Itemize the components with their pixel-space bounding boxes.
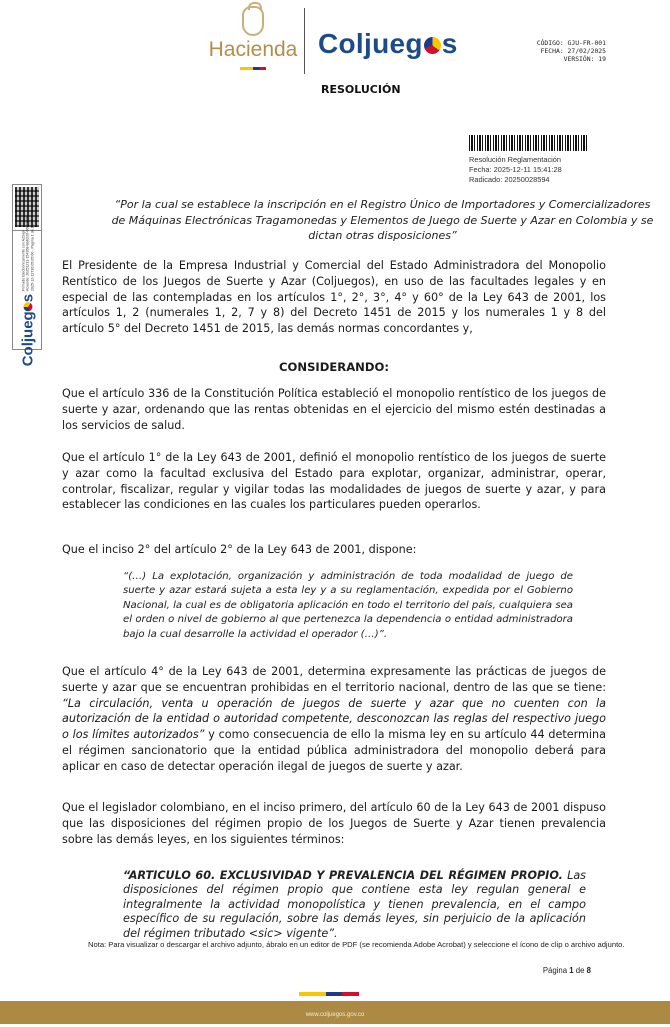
footer-flag-stripe — [299, 992, 359, 996]
page-of: de — [575, 966, 585, 975]
coljuegos-o-mark-icon — [424, 37, 441, 54]
document-control-info — [537, 40, 606, 63]
p4-intro: Que el artículo 4° de la Ley 643 de 2001, determina expresamente las prácticas de juegos de suerte y azar que se encuentran prohibidas en el territorio nacional, dentro de las que se tiene: — [62, 665, 606, 694]
page-number — [543, 966, 591, 975]
doc-code: CÓDIGO: GJU-FR-001 — [536, 39, 606, 47]
footer-band — [0, 1001, 670, 1024]
considerando-heading: CONSIDERANDO: — [279, 360, 389, 374]
electronic-signature-stamp — [12, 184, 42, 367]
page-label: Página — [542, 966, 568, 975]
preamble-paragraph: El Presidente de la Empresa Industrial y Comercial del Estado Administradora del Monopolio Rentístico de los Juegos de Suerte y Azar (Coljuegos), en uso de las facultades legales y en especial de las contempladas en los artículos 1°, 2°, 3°, 4° y 60° de la Ley 643 de 2001, los artículos 1, 2 (numerales 1, 2, 7 y 8) del Decreto 1451 de 2015 y los numerales 1 y 8 del artículo 5° del Decreto 1451 de 2015, las demás normas concordantes y, — [62, 259, 606, 336]
page-total: 8 — [586, 966, 591, 975]
stamp-line-1: Firmado Electrónicamente con AZSign — [21, 229, 26, 291]
colombia-flag-stripe — [240, 67, 266, 70]
doc-version: VERSIÓN: 19 — [563, 54, 606, 63]
paragraph-article-4 — [62, 664, 606, 775]
p4-quote: “La circulación, venta u operación de juegos de suerte y azar que no cuenten con la autorización de la entidad o autoridad competente, desconozcan las reglas del respectivo juego o los límites autorizados” — [62, 696, 606, 742]
stamp-text — [22, 216, 35, 291]
stamp-line-2: Acuerdo: 20251211-154358-8a4D20-00697785 — [25, 215, 30, 291]
attachment-note: Nota: Para visualizar o descargar el archivo adjunto, ábralo en un editor de PDF (se recomienda Adobe Acrobat) y seleccione el ícono de clip o archivo adjunto. — [88, 940, 625, 949]
footer-website-link[interactable]: www.coljuegos.gov.co — [305, 1012, 365, 1018]
stamp-coljuegos-logo — [20, 294, 37, 366]
document-title: RESOLUCIÓN — [321, 83, 401, 96]
radicado-type: Resolución Reglamentación — [469, 155, 562, 164]
paragraph-article-60: Que el legislador colombiano, en el inciso primero, del artículo 60 de la Ley 643 de 2001 dispuso que las disposiciones del régimen propio de los Juegos de Suerte y Azar tienen prevalencia sobre las demás leyes, en los siguientes términos: — [62, 801, 606, 846]
coljuegos-logo — [318, 28, 458, 60]
stamp-line-3: 2025-12-11T16:05:05:00 - Página 1 de 10 — [30, 224, 35, 291]
coat-of-arms-icon — [242, 6, 264, 36]
radicado-info — [469, 155, 562, 185]
quote-article-60 — [123, 869, 586, 941]
quote-60-body: Las disposiciones del régimen propio que contiene esta ley regulan general e integralmente la actividad monopolística y tienen prevalencia, en el campo específico de su regulación, sobre las demás leyes, sin perjuicio de la aplicación del régimen tributado <sic> vigente”. — [123, 869, 587, 940]
stamp-logo-suffix: s — [19, 293, 37, 303]
p4-conclusion: y como consecuencia de ello la misma ley en su artículo 44 determina el régimen sancionatorio que la entidad pública administradora del monopolio deberá para aplicar en caso de detectar operación ilegal de juegos de suerte y azar. — [62, 728, 606, 773]
paragraph-article-1: Que el artículo 1° de la Ley 643 de 2001, definió el monopolio rentístico de los juegos de suerte y azar como la facultad exclusiva del Estado para explotar, organizar, administrar, operar, controlar, fiscalizar, regular y vigilar todas las modalidades de juegos de suerte y azar, y para establecer las condiciones en las cuales los particulares pueden operarlos. — [62, 451, 606, 512]
coljuegos-wordmark-prefix: Coljueg — [318, 28, 423, 59]
hacienda-wordmark: Hacienda — [208, 38, 298, 61]
barcode-icon — [469, 135, 589, 151]
radicado-date: Fecha: 2025-12-11 15:41:28 — [469, 165, 562, 174]
quote-article-2: “(…) La explotación, organización y administración de toda modalidad de juego de suerte y azar estará sujeta a esta ley y a su reglamentación, expedida por el Gobierno Nacional, la cual es de obligatoria aplicación en todo el territorio del país, cualquiera sea el orden o nivel de gobierno al que pertenezca la dependencia o entidad administradora bajo la cual desarrolle la actividad el operador (…)”. — [123, 571, 573, 640]
stamp-rotated-content — [20, 216, 37, 367]
hacienda-logo — [208, 6, 298, 74]
resolution-subject: “Por la cual se establece la inscripción en el Registro Único de Importadores y Comercializadores de Máquinas Electrónicas Tragamonedas y Elementos de Juego de Suerte y Azar en Colombia y se dictan otras disposiciones” — [111, 198, 654, 243]
doc-date: FECHA: 27/02/2025 — [540, 46, 606, 55]
quote-60-heading: “ARTICULO 60. EXCLUSIVIDAD Y PREVALENCIA DEL RÉGIMEN PROPIO. — [123, 869, 563, 882]
page-current: 1 — [569, 966, 574, 975]
paragraph-article-336: Que el artículo 336 de la Constitución Política estableció el monopolio rentístico de los juegos de suerte y azar, ordenando que las rentas obtenidas en el ejercicio del mismo estén destinadas a los servicios de salud. — [62, 387, 606, 432]
stamp-logo-prefix: Coljueg — [19, 311, 37, 367]
coljuegos-wordmark-suffix: s — [441, 28, 458, 59]
paragraph-article-2: Que el inciso 2° del artículo 2° de la Ley 643 de 2001, dispone: — [62, 543, 417, 556]
radicado-number: Radicado: 20250028594 — [469, 175, 550, 184]
logo-divider — [304, 8, 305, 74]
stamp-o-mark-icon — [24, 302, 33, 311]
